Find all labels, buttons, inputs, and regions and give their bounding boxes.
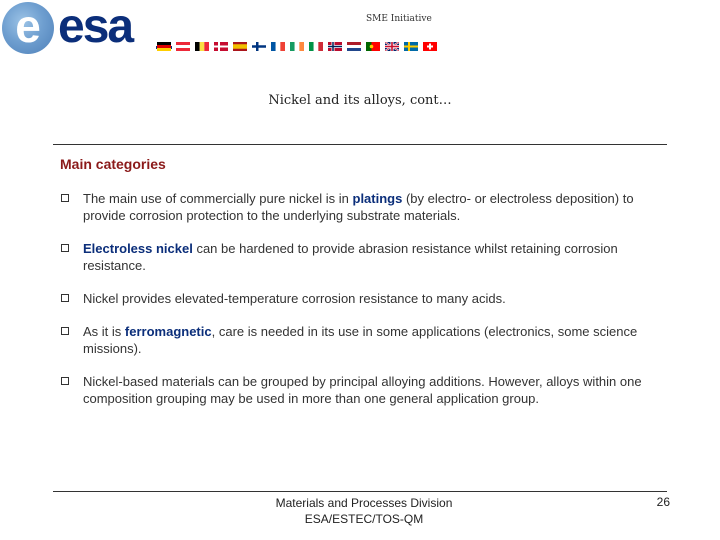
- sme-initiative-label: SME Initiative: [366, 14, 432, 24]
- bullet-list: [60, 190, 670, 407]
- highlighted-term: ferromagnetic: [124, 324, 212, 339]
- bullet-text: The main use of commercially pure nickel is in: [83, 191, 353, 206]
- section-title: Main categories: [60, 156, 166, 172]
- bullet-text: Nickel provides elevated-temperature corrosion resistance to many acids.: [83, 291, 506, 306]
- esa-logo-text: esa: [58, 0, 133, 53]
- flag-netherlands-icon: [347, 42, 361, 52]
- bottom-divider: [53, 491, 667, 492]
- bullet-item: [60, 240, 670, 274]
- flag-france-icon: [271, 42, 285, 52]
- checkbox-bullet-icon: [61, 377, 69, 385]
- flag-ireland-icon: [290, 42, 304, 52]
- page-number: 26: [656, 495, 670, 509]
- bullet-text: (by electro- or electroless deposition) to provide corrosion protection to the underlying substrate materials.: [83, 191, 634, 223]
- top-divider: [53, 144, 667, 145]
- highlighted-term: platings: [352, 191, 403, 206]
- bullet-item: [60, 323, 670, 357]
- bullet-text: can be hardened to provide abrasion resistance whilst retaining corrosion resistance.: [83, 241, 618, 273]
- esa-logo: [0, 0, 160, 60]
- flag-spain-icon: [233, 42, 247, 52]
- esa-logo-ball: [2, 2, 54, 54]
- bullet-item: [60, 290, 670, 307]
- flag-uk-icon: [385, 42, 399, 52]
- checkbox-bullet-icon: [61, 194, 69, 202]
- bullet-item: [60, 373, 670, 407]
- flag-norway-icon: [328, 42, 342, 52]
- bullet-text: , care is needed in its use in some applications (electronics, some science missions).: [83, 324, 638, 356]
- esa-logo-ball-letter: e: [15, 0, 41, 52]
- checkbox-bullet-icon: [61, 294, 69, 302]
- flag-portugal-icon: [366, 42, 380, 52]
- footer-text: [264, 495, 464, 527]
- flag-austria-icon: [176, 42, 190, 52]
- flag-sweden-icon: [404, 42, 418, 52]
- bullet-text: As it is: [83, 324, 125, 339]
- flag-denmark-icon: [214, 42, 228, 52]
- footer-division: Materials and Processes Division: [275, 496, 453, 510]
- flag-switzerland-icon: [423, 42, 437, 52]
- member-state-flags: [157, 42, 437, 52]
- checkbox-bullet-icon: [61, 327, 69, 335]
- flag-finland-icon: [252, 42, 266, 52]
- slide-subtitle: Nickel and its alloys, cont…: [268, 93, 452, 108]
- bullet-text: Nickel-based materials can be grouped by principal alloying additions. However, alloys within one composition grouping may be used in more than one general application group.: [83, 374, 642, 406]
- flag-germany-icon: [157, 42, 171, 52]
- footer-department: ESA/ESTEC/TOS-QM: [304, 512, 424, 526]
- highlighted-term: Electroless nickel: [83, 241, 193, 256]
- bullet-item: [60, 190, 670, 224]
- flag-belgium-icon: [195, 42, 209, 52]
- checkbox-bullet-icon: [61, 244, 69, 252]
- flag-italy-icon: [309, 42, 323, 52]
